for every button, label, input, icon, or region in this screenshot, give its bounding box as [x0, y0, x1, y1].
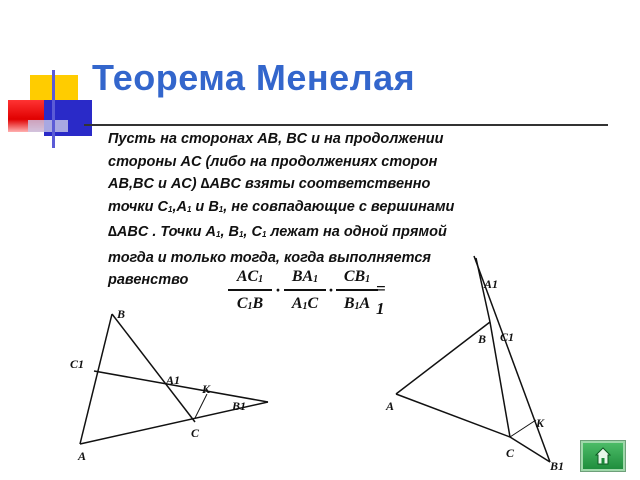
label-b-r: B [478, 332, 487, 346]
segment-ck-r [510, 420, 536, 437]
label-k: K [202, 382, 211, 396]
multiply-dot: · [328, 280, 335, 300]
label-a1: A1 [166, 373, 181, 387]
label-b: B [117, 307, 126, 321]
label-c: C [191, 426, 200, 440]
side-ac-r [396, 394, 510, 437]
figure-right [396, 256, 550, 462]
text-line: стороны AC (либо на продолжениях сторон [108, 153, 438, 170]
side-ab-r [396, 322, 490, 394]
fraction-2: $BA_1$ $A_1C$ [284, 266, 326, 315]
fraction-3: $CB_1$ $B_1A$ [336, 266, 378, 315]
text-line: Пусть на сторонах AB, BC и на продолжении [108, 131, 444, 147]
label-c1: C1 [70, 357, 85, 371]
label-a: A [78, 449, 87, 463]
text-line: тогда и только тогда, когда выполняется [108, 249, 431, 266]
transversal [94, 371, 268, 402]
fraction-1: $AC_1$ $C_1B$ [228, 266, 272, 315]
label-k-r: K [536, 416, 545, 430]
label-b1: B1 [232, 399, 247, 413]
text-line: AB,BC и AC) ∆ABC взяты соответственно [108, 176, 431, 192]
side-ab [80, 314, 112, 444]
home-icon [595, 447, 611, 465]
label-c-r: C [506, 446, 515, 460]
home-button[interactable] [580, 440, 626, 472]
label-a-r: A [386, 399, 395, 413]
page-title: Теорема Менелая [92, 57, 416, 98]
label-b1-r: B1 [550, 459, 565, 473]
label-a1-r: A1 [484, 277, 499, 291]
label-c1-r: C1 [500, 330, 515, 344]
extension-cb1 [510, 437, 550, 462]
segment-ck [195, 394, 207, 418]
text-line: точки $C_1,A_1$ и $B_1$, не совпадающие с вершинами [108, 198, 455, 215]
figure-right-labels [385, 277, 564, 473]
text-line: ∆ABC . Точки $A_1$, $B_1$, $C_1$ лежат на одной прямой [108, 224, 447, 240]
equals-one: = 1 [376, 279, 386, 318]
side-bc [112, 314, 195, 422]
text-line: равенство [108, 272, 189, 288]
multiply-dot: · [275, 280, 282, 300]
